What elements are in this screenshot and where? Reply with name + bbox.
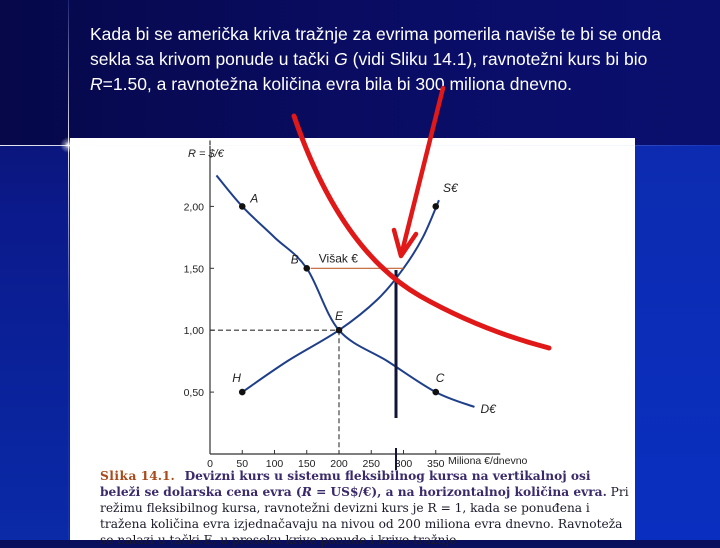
y-tick-label: 1,00: [183, 325, 204, 338]
point-label-a: A: [250, 191, 259, 206]
slide-text-point-g: G: [334, 49, 348, 69]
slide-text-part-3: =1.50, a ravnotežna količina evra bila bi 300 miliona dnevno.: [102, 74, 573, 94]
caption-number: 14.1.: [140, 469, 175, 483]
slide-text-part-1: Kada bi se američka kriva tražnje za evrima pomerila naviše te bi se onda sekla sa krivom ponude u tački: [90, 24, 661, 69]
point-label-b: B: [290, 252, 299, 267]
demand-curve-label: D€: [480, 401, 496, 416]
caption-title-formula: R: [301, 485, 312, 499]
point-label-e: E: [335, 309, 344, 324]
x-tick-label: 250: [362, 458, 381, 468]
x-tick-label: 150: [297, 458, 316, 468]
point-label-h: H: [232, 371, 241, 386]
caption-label: Slika: [100, 469, 137, 483]
y-tick-label: 2,00: [183, 201, 204, 214]
slide-text-part-2: (vidi Sliku 14.1), ravnotežni kurs bi bio: [347, 49, 648, 69]
y-tick-label: 1,50: [183, 263, 204, 276]
point-label-c: C: [435, 371, 445, 386]
x-tick-label: 200: [330, 458, 348, 468]
excess-supply-label: Višak €: [318, 251, 358, 266]
x-tick-label: 300: [394, 458, 413, 468]
x-axis-label: Miliona €/dnevno: [448, 455, 528, 467]
x-tick-label: 0: [207, 458, 213, 468]
x-tick-label: 50: [236, 458, 249, 468]
slide-text-r: R: [90, 74, 103, 94]
annotation-shifted-demand-curve: [294, 116, 549, 348]
y-axis-label: R = $/€: [188, 148, 224, 160]
caption-title: Devizni kurs u sistemu fleksibilnog kursa na vertikalnoj osi beleži se dolarska cena evra (: [100, 469, 591, 499]
y-tick-label: 0,50: [183, 387, 204, 400]
x-tick-label: 100: [265, 458, 284, 468]
caption-title-eq: = US$/€), a na horizontalnoj količina evra.: [311, 485, 607, 499]
x-tick-label: 350: [426, 458, 445, 468]
annotation-arrow-down: [402, 88, 443, 252]
supply-curve-label: S€: [442, 181, 458, 196]
caption-body: Pri režimu fleksibilnog kursa, ravnotežni devizni kurs je R = 1, kada se ponuđena i tražena količina evra izjednačavaju na nivou od 200 miliona evra dnevno. Ravnoteža se nalazi u tački E, u preseku krive ponude i krive tražnje: [100, 485, 629, 547]
